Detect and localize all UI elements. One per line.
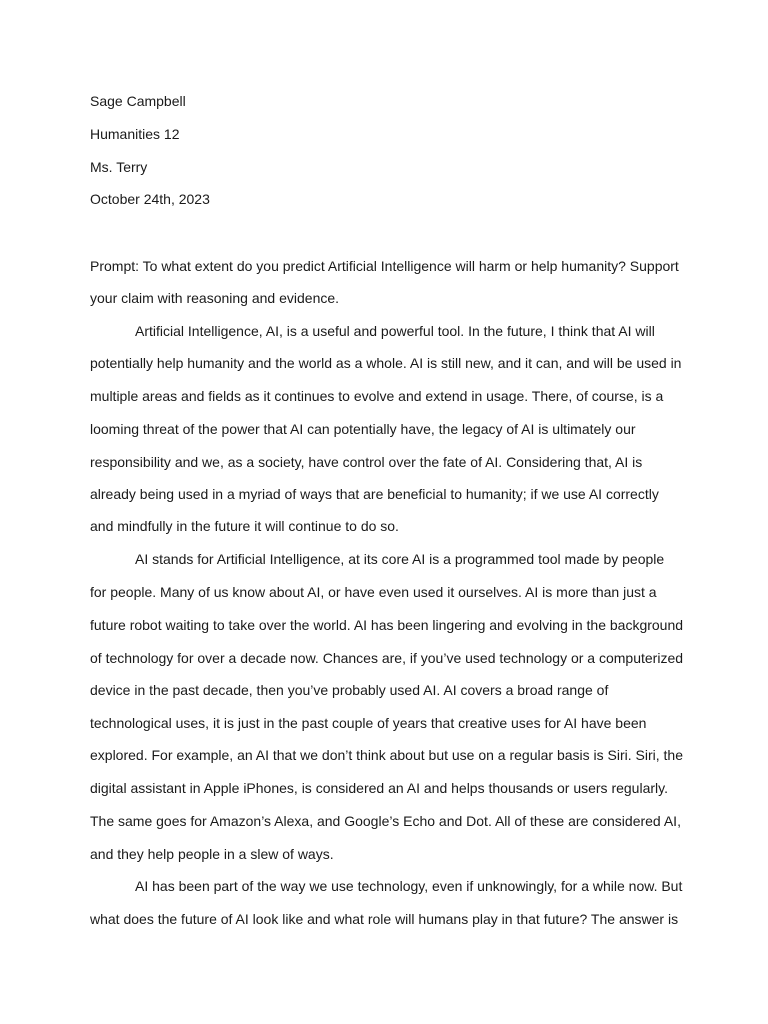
paragraph-line: AI stands for Artificial Intelligence, at its core AI is a programmed tool made by people [135,551,665,567]
paragraph-line: of technology for over a decade now. Chances are, if you’ve used technology or a computerized [90,650,684,666]
paragraph-line: explored. For example, an AI that we don’t think about but use on a regular basis is Siri. Siri, the [90,747,683,763]
paragraph-line: multiple areas and fields as it continues to evolve and extend in usage. There, of course, is a [90,388,664,404]
paragraph-line: digital assistant in Apple iPhones, is considered an AI and helps thousands or users regularly. [90,780,668,796]
paragraph-line: and mindfully in the future it will continue to do so. [90,518,399,534]
paragraph-line: and they help people in a slew of ways. [90,846,334,862]
paragraph-line: future robot waiting to take over the world. AI has been lingering and evolving in the background [90,617,684,633]
author-name: Sage Campbell [90,93,186,109]
paragraph-line: what does the future of AI look like and what role will humans play in that future? The answer is [90,911,679,927]
course-name: Humanities 12 [90,126,180,142]
paragraph-line: looming threat of the power that AI can potentially have, the legacy of AI is ultimately our [90,421,636,437]
paragraph-line: for people. Many of us know about AI, or have even used it ourselves. AI is more than just a [90,584,657,600]
prompt-line: your claim with reasoning and evidence. [90,290,340,306]
paragraph-line: The same goes for Amazon’s Alexa, and Google’s Echo and Dot. All of these are considered AI, [90,813,681,829]
paragraph-line: device in the past decade, then you’ve probably used AI. AI covers a broad range of [90,682,609,698]
paragraph-line: responsibility and we, as a society, have control over the fate of AI. Considering that, AI is [90,454,643,470]
paragraph-line: Artificial Intelligence, AI, is a useful and powerful tool. In the future, I think that AI will [135,323,655,339]
paragraph-line: already being used in a myriad of ways that are beneficial to humanity; if we use AI correctly [90,486,659,502]
prompt-line: Prompt: To what extent do you predict Artificial Intelligence will harm or help humanity? Support [90,258,679,274]
paragraph-line: AI has been part of the way we use technology, even if unknowingly, for a while now. But [135,878,683,894]
paragraph-line: technological uses, it is just in the past couple of years that creative uses for AI have been [90,715,647,731]
teacher-name: Ms. Terry [90,159,148,175]
essay-date: October 24th, 2023 [90,191,210,207]
paragraph-line: potentially help humanity and the world as a whole. AI is still new, and it can, and will be used in [90,355,682,371]
